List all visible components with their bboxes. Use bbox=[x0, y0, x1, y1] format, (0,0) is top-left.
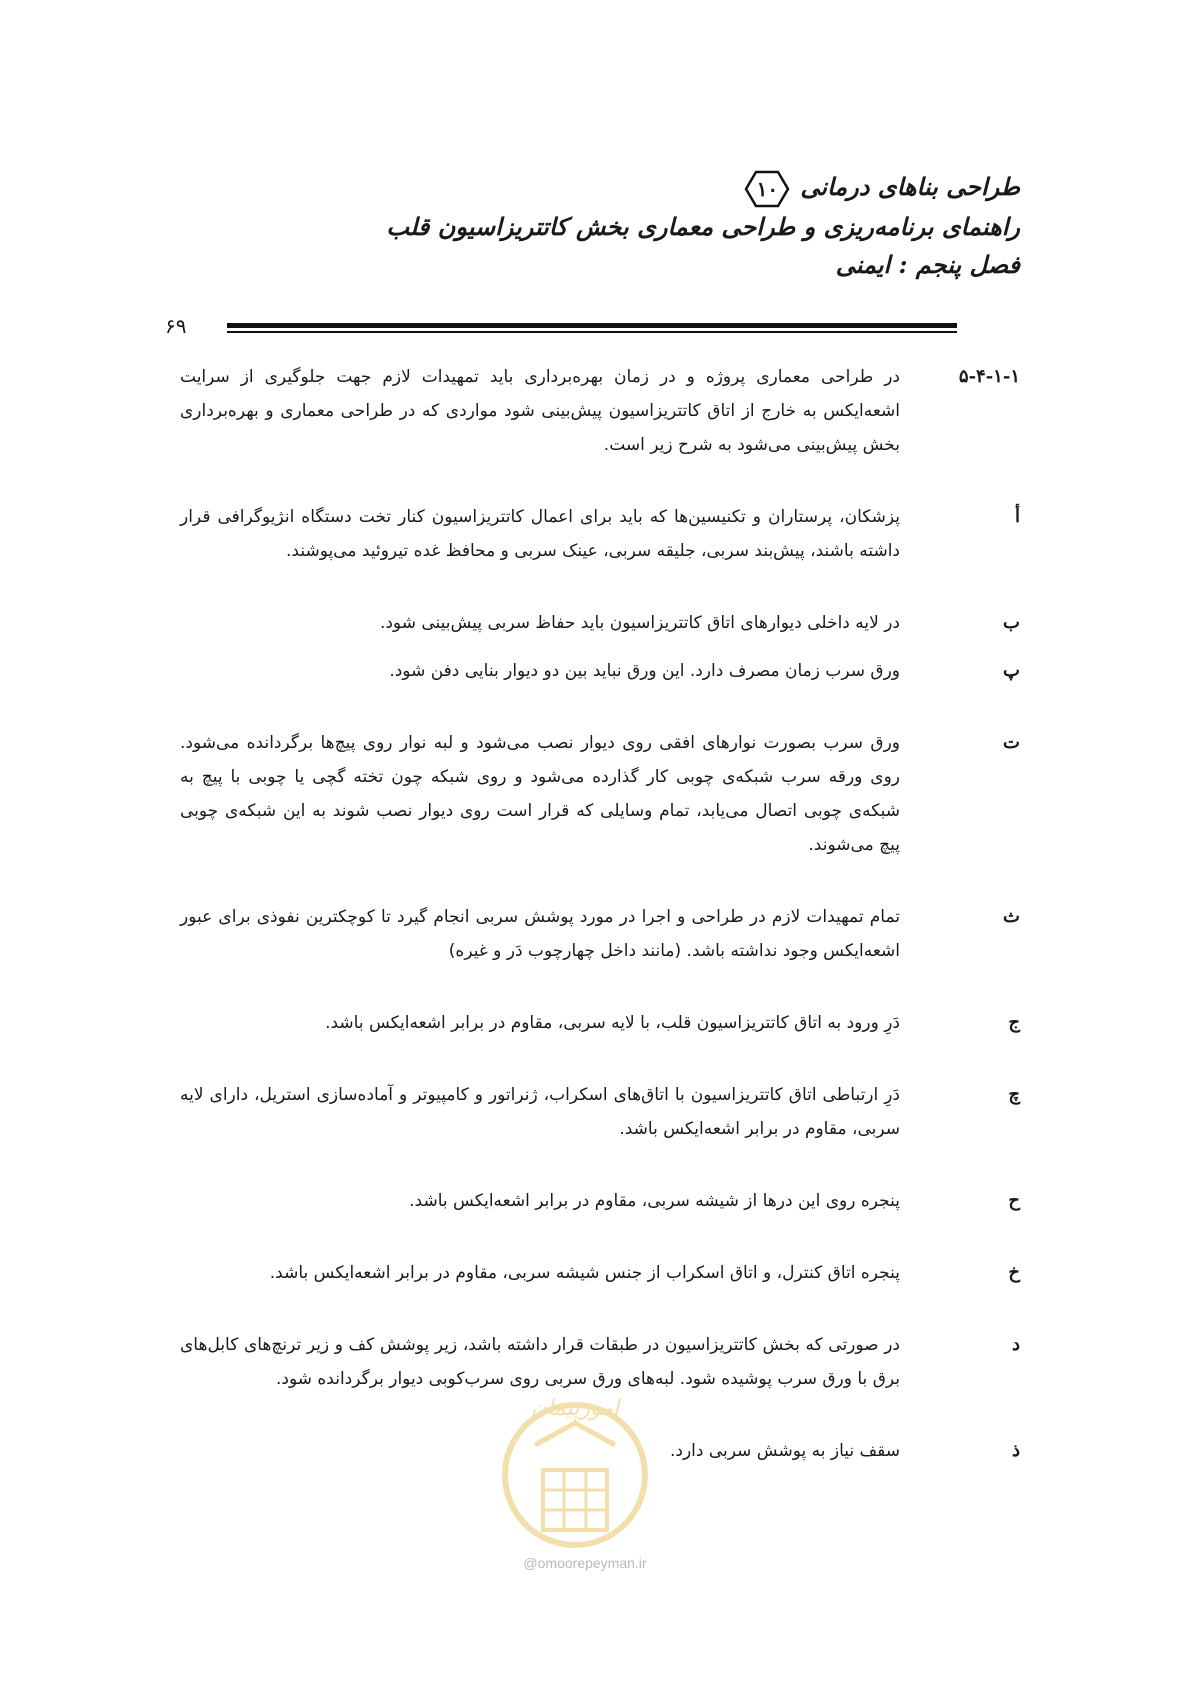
book-series-title bbox=[170, 168, 1020, 208]
item-text: دَرِ ارتباطی اتاق کاتتریزاسیون با اتاق‌های اسکراب، ژنراتور و کامپیوتر و آماده‌سازی استریل، دارای لایه سربی، مقاوم در برابر اشعه‌ایکس باشد. bbox=[180, 1085, 900, 1139]
item-text: ورق سرب زمان مصرف دارد. این ورق نباید بین دو دیوار بنایی دفن شود. bbox=[389, 661, 900, 681]
list-item bbox=[180, 726, 1020, 862]
page-number: ۶۹ bbox=[165, 314, 187, 338]
body-content bbox=[180, 360, 1020, 1506]
item-text: پنجره اتاق کنترل، و اتاق اسکراب از جنس شیشه سربی، مقاوم در برابر اشعه‌ایکس باشد. bbox=[269, 1263, 900, 1283]
item-text: تمام تمهیدات لازم در طراحی و اجرا در مورد پوشش سربی انجام گیرد تا کوچکترین نفوذی برای عبور اشعه‌ایکس وجود نداشته باشد. (مانند داخل چهارچوب دَر و غیره) bbox=[180, 907, 900, 961]
item-marker: پ bbox=[1003, 660, 1020, 681]
item-text: پزشکان، پرستاران و تکنیسین‌ها که باید برای اعمال کاتتریزاسیون کنار تخت دستگاه انژیوگرافی قرار داشته باشند، پیش‌بند سربی، جلیقه سربی، عینک سربی و محافظ غده تیروئید می‌پوشند. bbox=[180, 507, 900, 561]
item-marker: ح bbox=[1008, 1190, 1020, 1211]
list-item bbox=[180, 1256, 1020, 1290]
list-item bbox=[180, 500, 1020, 568]
list-item bbox=[180, 654, 1020, 688]
watermark-site: @omoorepeyman.ir bbox=[523, 1555, 647, 1571]
item-text: در صورتی که بخش کاتتریزاسیون در طبقات قرار داشته باشد، زیر پوشش کف و زیر ترنچ‌های کابل‌های برق با ورق سرب پوشیده شود. لبه‌های ورق سربی روی سرب‌کوبی دیوار برگردانده شود. bbox=[180, 1335, 900, 1389]
rule-thin-line bbox=[227, 331, 957, 333]
item-marker: چ bbox=[1008, 1084, 1020, 1105]
item-marker: د bbox=[1011, 1334, 1020, 1355]
item-marker: خ bbox=[1008, 1262, 1020, 1283]
section-number: ۵-۴-۱-۱ bbox=[958, 366, 1020, 387]
chapter-title: فصل پنجم : ایمنی bbox=[835, 249, 1020, 279]
list-item bbox=[180, 1184, 1020, 1218]
item-text: دَرِ ورود به اتاق کاتتریزاسیون قلب، با لایه سربی، مقاوم در برابر اشعه‌ایکس باشد. bbox=[325, 1013, 900, 1033]
item-text: سقف نیاز به پوشش سربی دارد. bbox=[670, 1441, 900, 1461]
volume-number: ۱۰ bbox=[756, 176, 779, 201]
list-item bbox=[180, 1006, 1020, 1040]
page-header bbox=[170, 168, 1020, 284]
item-text: ورق سرب بصورت نوارهای افقی روی دیوار نصب می‌شود و لبه نوار روی پیچ‌ها برگردانده می‌شود. روی ورقه سرب شبکه‌ی چوبی کار گذارده می‌شود و روی شبکه چون تخته گچی یا چوبی با پیچ به شبکه‌ی چوبی اتصال می‌یابد، تمام وسایلی که قرار است روی دیوار نصب شوند به این شبکه‌ی چوبی پیچ می‌شوند. bbox=[180, 733, 900, 855]
guide-title: راهنمای برنامه‌ریزی و طراحی معماری بخش کاتتریزاسیون قلب bbox=[386, 211, 1020, 241]
watermark-logo-text: امورپیمان bbox=[530, 1396, 620, 1421]
item-marker: ب bbox=[1003, 612, 1020, 633]
item-text: در لایه داخلی دیوارهای اتاق کاتتریزاسیون باید حفاظ سربی پیش‌بینی شود. bbox=[379, 613, 900, 633]
paragraph: در طراحی معماری پروژه و در زمان بهره‌برداری باید تمهیدات لازم جهت جلوگیری از سرایت اشعه‌ایکس به خارج از اتاق کاتتریزاسیون پیش‌بینی شود مواردی که در طراحی معماری و بهره‌برداری بخش پیش‌بینی می‌شود به شرح زیر است. bbox=[180, 367, 900, 455]
list-item bbox=[180, 900, 1020, 968]
section-intro bbox=[180, 360, 1020, 462]
list-item bbox=[180, 1078, 1020, 1146]
item-marker: ذ bbox=[1011, 1440, 1020, 1461]
series-title-text: طراحی بناهای درمانی bbox=[800, 172, 1020, 201]
item-marker: ت bbox=[1003, 732, 1020, 753]
item-marker: أ bbox=[1014, 506, 1020, 527]
item-marker: ث bbox=[1003, 906, 1020, 927]
item-text: پنجره روی این درها از شیشه سربی، مقاوم در برابر اشعه‌ایکس باشد. bbox=[409, 1191, 900, 1211]
volume-badge bbox=[738, 170, 796, 208]
item-marker: ج bbox=[1008, 1012, 1020, 1033]
header-rule bbox=[165, 314, 957, 340]
watermark-logo bbox=[475, 1375, 675, 1575]
list-item bbox=[180, 606, 1020, 640]
rule-thick-line bbox=[227, 323, 957, 328]
